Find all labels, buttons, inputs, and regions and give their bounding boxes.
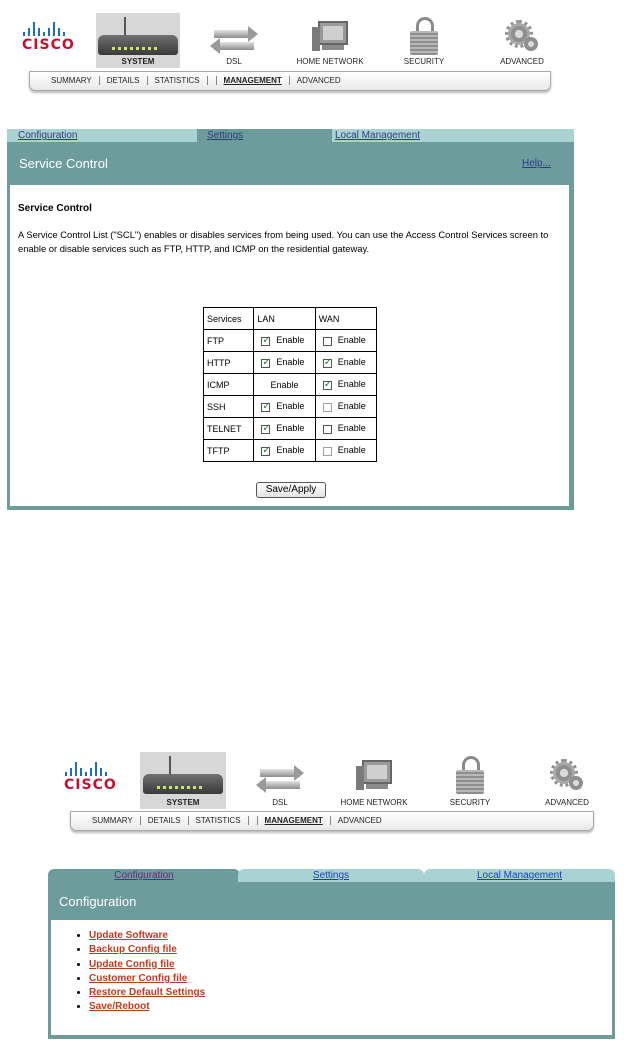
nav-security[interactable] bbox=[386, 13, 462, 68]
tftp-wan-checkbox bbox=[323, 447, 332, 456]
enable-label: Enable bbox=[337, 445, 366, 456]
nav-home-network[interactable] bbox=[336, 752, 412, 809]
cisco-logo bbox=[64, 760, 117, 794]
icmp-wan-checkbox[interactable] bbox=[323, 381, 332, 390]
cisco-logo-text: CISCO bbox=[22, 37, 75, 53]
update-software-link[interactable]: Update Software bbox=[89, 930, 168, 941]
configuration-links bbox=[73, 929, 205, 1015]
router-icon bbox=[98, 35, 178, 55]
computer-icon bbox=[312, 19, 348, 53]
http-wan-checkbox[interactable] bbox=[323, 359, 332, 368]
http-lan-cell bbox=[254, 352, 315, 374]
enable-label: Enable bbox=[276, 401, 305, 412]
cisco-bars-icon bbox=[64, 760, 114, 776]
nav-system[interactable] bbox=[96, 13, 180, 68]
ftp-lan-checkbox[interactable] bbox=[261, 337, 270, 346]
ssh-wan-cell bbox=[315, 396, 376, 418]
enable-label: Enable bbox=[337, 357, 366, 368]
header-services: Services bbox=[204, 308, 254, 330]
padlock-icon bbox=[456, 756, 484, 794]
tab-settings[interactable]: Settings bbox=[197, 129, 332, 142]
list-item bbox=[89, 929, 205, 943]
nav-home-network-label: HOME NETWORK bbox=[296, 57, 364, 66]
service-control-panel bbox=[7, 142, 574, 510]
nav-dsl-label: DSL bbox=[226, 57, 242, 66]
tab-bar-1 bbox=[7, 129, 574, 142]
cisco-logo-text: CISCO bbox=[64, 777, 117, 793]
table-header-row bbox=[204, 308, 377, 330]
table-row bbox=[204, 374, 377, 396]
computer-icon bbox=[356, 758, 392, 792]
nav-security-label: SECURITY bbox=[403, 57, 445, 66]
list-item bbox=[89, 986, 205, 1000]
list-item bbox=[89, 958, 205, 972]
list-item bbox=[89, 972, 205, 986]
router-icon bbox=[143, 774, 223, 794]
table-row bbox=[204, 418, 377, 440]
exchange-arrows-icon bbox=[210, 27, 258, 53]
service-control-table bbox=[203, 307, 377, 462]
nav-system-label: SYSTEM bbox=[166, 798, 200, 807]
tab-settings[interactable]: Settings bbox=[238, 869, 424, 882]
ftp-lan-cell bbox=[254, 330, 315, 352]
enable-label: Enable bbox=[276, 445, 305, 456]
nav-advanced-label: ADVANCED bbox=[500, 57, 544, 66]
sub-nav bbox=[29, 71, 551, 91]
tab-local-management[interactable]: Local Management bbox=[424, 869, 615, 882]
subnav-details[interactable]: DETAILS bbox=[100, 76, 148, 85]
subnav-summary[interactable]: SUMMARY bbox=[44, 76, 100, 85]
nav-advanced[interactable] bbox=[486, 13, 558, 68]
table-row bbox=[204, 352, 377, 374]
nav-advanced-label: ADVANCED bbox=[545, 798, 589, 807]
configuration-content bbox=[51, 920, 612, 1035]
enable-label: Enable bbox=[337, 335, 366, 346]
description-text: A Service Control List ("SCL") enables or disables services from being used. You can use the Access Control Services screen to enable or disable services such as FTP, HTTP, and ICMP on the residential gateway. bbox=[18, 229, 549, 254]
ftp-wan-checkbox[interactable] bbox=[323, 337, 332, 346]
header-lan: LAN bbox=[254, 308, 315, 330]
service-name: FTP bbox=[204, 330, 254, 352]
tab-configuration[interactable]: Configuration bbox=[18, 130, 78, 141]
restore-defaults-link[interactable]: Restore Default Settings bbox=[89, 987, 206, 999]
exchange-arrows-icon bbox=[256, 766, 304, 792]
tab-configuration[interactable]: Configuration bbox=[48, 869, 240, 882]
gears-icon bbox=[551, 758, 583, 790]
table-row bbox=[204, 330, 377, 352]
cisco-logo bbox=[22, 20, 75, 54]
subnav-details[interactable]: DETAILS bbox=[141, 816, 189, 825]
ssh-wan-checkbox bbox=[323, 403, 332, 412]
service-control-content bbox=[10, 185, 569, 506]
enable-label: Enable bbox=[337, 379, 366, 390]
subnav-summary[interactable]: SUMMARY bbox=[85, 816, 141, 825]
tab-bar-2 bbox=[48, 869, 615, 882]
ssh-lan-checkbox[interactable] bbox=[261, 403, 270, 412]
enable-label: Enable bbox=[337, 401, 366, 412]
subnav-management[interactable]: MANAGEMENT bbox=[216, 76, 290, 85]
nav-dsl[interactable] bbox=[196, 13, 272, 68]
nav-system[interactable] bbox=[140, 752, 226, 809]
subnav-management[interactable]: MANAGEMENT bbox=[257, 816, 331, 825]
ssh-lan-cell bbox=[254, 396, 315, 418]
icmp-wan-cell bbox=[315, 374, 376, 396]
ftp-wan-cell bbox=[315, 330, 376, 352]
page-title: Service Control bbox=[19, 156, 108, 171]
telnet-wan-cell bbox=[315, 418, 376, 440]
service-name: SSH bbox=[204, 396, 254, 418]
padlock-icon bbox=[410, 17, 438, 55]
nav-advanced[interactable] bbox=[534, 752, 600, 809]
tab-local-management[interactable]: Local Management bbox=[335, 130, 421, 141]
update-config-link[interactable]: Update Config file bbox=[89, 958, 175, 970]
enable-label: Enable bbox=[276, 335, 305, 346]
http-lan-checkbox[interactable] bbox=[261, 359, 270, 368]
nav-security[interactable] bbox=[432, 752, 508, 809]
page-title: Configuration bbox=[59, 894, 137, 909]
nav-home-network-label: HOME NETWORK bbox=[340, 798, 408, 807]
cisco-bars-icon bbox=[22, 20, 72, 36]
enable-label: Enable bbox=[270, 379, 299, 390]
tftp-lan-checkbox[interactable] bbox=[261, 447, 270, 456]
help-link[interactable]: Help... bbox=[522, 158, 551, 169]
list-item bbox=[89, 943, 205, 957]
tftp-wan-cell bbox=[315, 440, 376, 462]
list-item bbox=[89, 1000, 205, 1014]
nav-dsl[interactable] bbox=[242, 752, 318, 809]
service-name: HTTP bbox=[204, 352, 254, 374]
header-wan: WAN bbox=[315, 308, 376, 330]
backup-config-link[interactable]: Backup Config file bbox=[89, 944, 177, 956]
tftp-lan-cell bbox=[254, 440, 315, 462]
telnet-lan-checkbox[interactable] bbox=[261, 425, 270, 434]
telnet-lan-cell bbox=[254, 418, 315, 440]
telnet-wan-checkbox[interactable] bbox=[323, 425, 332, 434]
save-reboot-link[interactable]: Save/Reboot bbox=[89, 1001, 150, 1013]
nav-dsl-label: DSL bbox=[272, 798, 288, 807]
sub-nav bbox=[70, 811, 594, 831]
customer-config-link[interactable]: Customer Config file bbox=[89, 972, 188, 984]
service-name: TELNET bbox=[204, 418, 254, 440]
service-name: TFTP bbox=[204, 440, 254, 462]
save-apply-button[interactable]: Save/Apply bbox=[256, 482, 326, 498]
subnav-advanced[interactable]: ADVANCED bbox=[337, 816, 382, 825]
subnav-advanced[interactable]: ADVANCED bbox=[296, 76, 341, 85]
enable-label: Enable bbox=[276, 423, 305, 434]
http-wan-cell bbox=[315, 352, 376, 374]
nav-security-label: SECURITY bbox=[449, 798, 491, 807]
enable-label: Enable bbox=[337, 423, 366, 434]
nav-home-network[interactable] bbox=[292, 13, 368, 68]
icmp-lan-cell bbox=[254, 374, 315, 396]
nav-system-label: SYSTEM bbox=[121, 57, 155, 66]
table-row bbox=[204, 396, 377, 418]
enable-label: Enable bbox=[276, 357, 305, 368]
table-row bbox=[204, 440, 377, 462]
subnav-statistics[interactable]: STATISTICS bbox=[148, 76, 208, 85]
gears-icon bbox=[506, 19, 538, 51]
configuration-panel bbox=[48, 882, 615, 1039]
service-name: ICMP bbox=[204, 374, 254, 396]
section-heading: Service Control bbox=[18, 203, 92, 214]
subnav-statistics[interactable]: STATISTICS bbox=[189, 816, 249, 825]
